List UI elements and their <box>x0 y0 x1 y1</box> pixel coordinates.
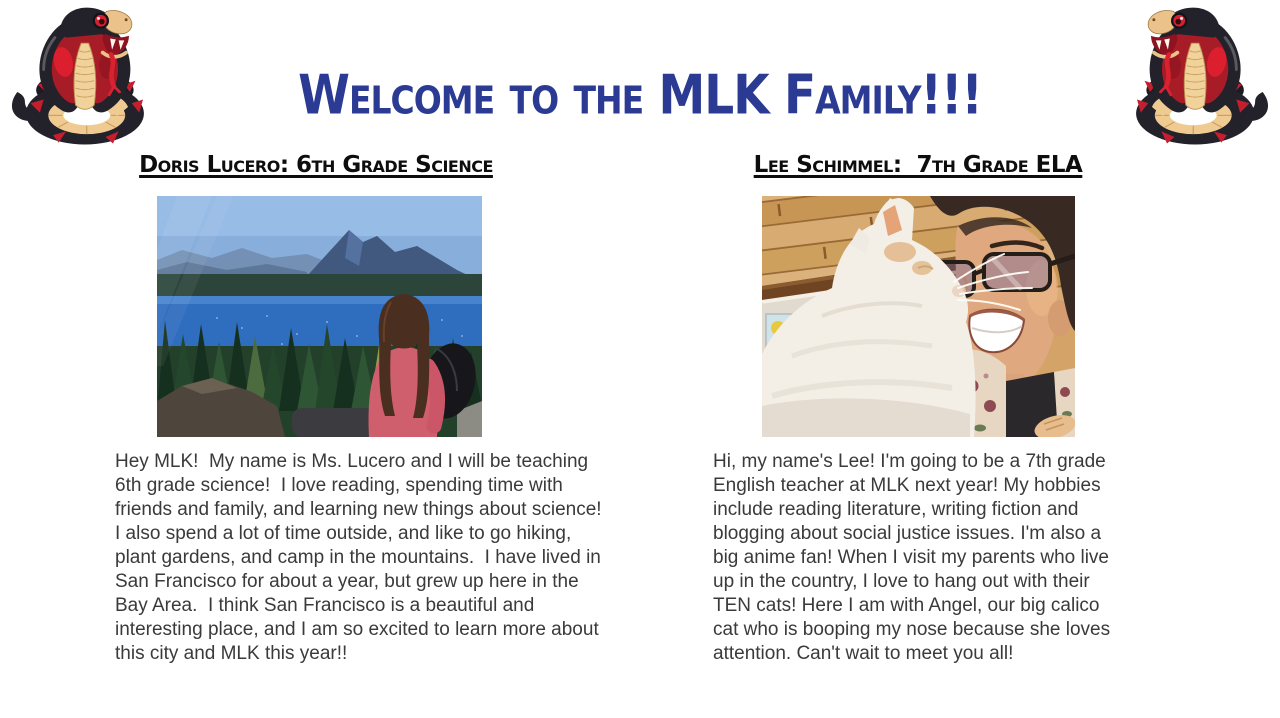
teacher-bio-schimmel: Hi, my name's Lee! I'm going to be a 7th grade English teacher at MLK next year! My hobbies include reading literature, writing fiction and blogging about social justice issues. I'm also a big anime fan! When I visit my parents who live up in the country, I love to hang out with their TEN cats! Here I am with Angel, our big calico cat who is booping my nose because she loves attention. Can't wait to meet you all! <box>713 451 1116 664</box>
teacher-bio-lucero: Hey MLK! My name is Ms. Lucero and I will be teaching 6th grade science! I love reading, spending time with friends and family, and learning new things about science! I also spend a lot of time outside, and like to go hiking, plant gardens, and camp in the mountains. I have lived in San Francisco for about a year, but grew up here in the Bay Area. I think San Francisco is a beautiful and interesting place, and I am so excited to learn more about this city and MLK this year!! <box>115 451 613 664</box>
teacher-photo-schimmel <box>762 196 1075 437</box>
teacher-photo-lucero <box>157 196 482 437</box>
page-title: Welcome to the MLK Family!!! <box>298 64 982 128</box>
teacher-heading-lucero: Doris Lucero: 6th Grade Science <box>139 152 493 178</box>
teacher-heading-schimmel: Lee Schimmel: 7th Grade ELA <box>753 152 1083 178</box>
